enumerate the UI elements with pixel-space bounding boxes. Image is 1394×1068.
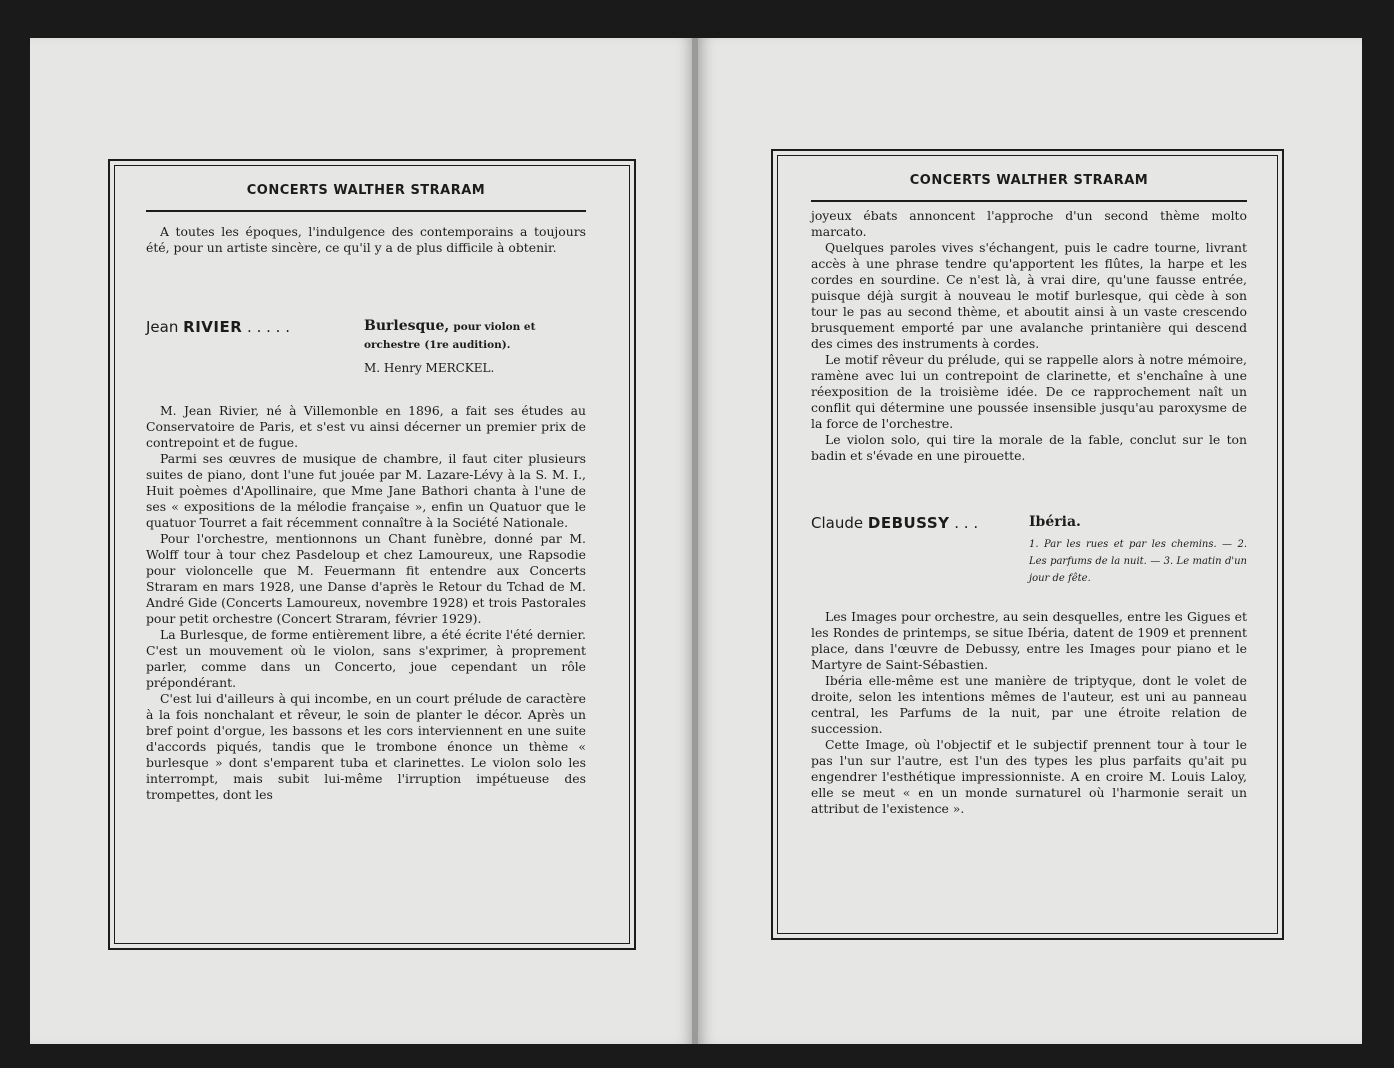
- left-page: [30, 38, 694, 1044]
- paragraph: Parmi ses œuvres de musique de chambre, il faut citer plusieurs suites de piano, dont l'une fut jouée par M. Lazare-Lévy à la S. M. I., Huit poèmes d'Apollinaire, que Mme Jane Bathori chanta à l'une de ses « expositions de la mélodie française », enfin un Quatuor que le quatuor Tourret a fait récemment connaître à la Société Nationale.: [146, 451, 586, 530]
- paragraph: Ibéria elle-même est une manière de triptyque, dont le volet de droite, selon les intentions mêmes de l'auteur, est uni au panneau central, les Parfums de la nuit, par une étroite relation de succession.: [811, 673, 1247, 736]
- right-page: [698, 38, 1362, 1044]
- paragraph: Cette Image, où l'objectif et le subjectif prennent tour à tour le pas l'un sur l'autre, est l'un des types les plus parfaits qu'ait pu engendrer l'esthétique impressionniste. A en croire M. Louis Laloy, elle se meut « en un monde surnaturel où l'harmonie serait un attribut de l'existence ».: [811, 737, 1247, 816]
- left-page-frame: [108, 159, 636, 950]
- paragraph: M. Jean Rivier, né à Villemonble en 1896, a fait ses études au Conservatoire de Paris, et s'est vu ainsi décerner un premier prix de contrepoint et de fugue.: [146, 403, 586, 450]
- composer-name: Claude DEBUSSY . . .: [811, 514, 979, 532]
- program-entry-rivier: [146, 318, 586, 377]
- page-header: CONCERTS WALTHER STRARAM: [246, 183, 486, 198]
- work-info: [1029, 514, 1081, 531]
- work-description: pour violon et orchestre: [364, 321, 536, 351]
- work-title: Burlesque,: [364, 318, 450, 334]
- work-title: Ibéria.: [1029, 514, 1081, 530]
- work-movements: 1. Par les rues et par les chemins. — 2. Les parfums de la nuit. — 3. Le matin d'un jour de fête.: [1029, 539, 1247, 584]
- header-rule: [146, 210, 586, 212]
- paragraph: Quelques paroles vives s'échangent, puis le cadre tourne, livrant accès à une phrase tendre qu'apportent les flûtes, la harpe et les cordes en sourdine. Ce n'est là, à vrai dire, qu'une fausse entrée, puisque déjà surgit à nouveau le motif burlesque, qui cède à son tour le pas au second thème, et aboutit ainsi à un vaste crescendo brusquement emporté par une avalanche printanière qui descend des cimes des instruments à cordes.: [811, 240, 1247, 351]
- intro-paragraph: A toutes les époques, l'indulgence des contemporains a toujours été, pour un artiste sincère, ce qu'il y a de plus difficile à obtenir.: [146, 224, 586, 255]
- page-header: CONCERTS WALTHER STRARAM: [909, 173, 1149, 188]
- program-entry-debussy: [811, 514, 1247, 532]
- right-page-frame: [771, 149, 1284, 940]
- paragraph: Le violon solo, qui tire la morale de la fable, conclut sur le ton badin et s'évade en une pirouette.: [811, 432, 1247, 463]
- paragraph: Pour l'orchestre, mentionnons un Chant funèbre, donné par M. Wolff tour à tour chez Pasdeloup et chez Lamoureux, une Rapsodie pour violoncelle que M. Feuermann fit entendre aux Concerts Straram en mars 1928, une Danse d'après le Retour du Tchad de M. André Gide (Concerts Lamoureux, novembre 1928) et trois Pastorales pour petit orchestre (Concert Straram, février 1929).: [146, 531, 587, 626]
- work-audition: (1re audition).: [424, 339, 511, 351]
- debussy-notes: [811, 609, 1247, 817]
- paragraph: C'est lui d'ailleurs à qui incombe, en un court prélude de caractère à la fois nonchalant et rêveur, le soin de planter le décor. Après un bref point d'orgue, les bassons et les cors interviennent en une suite d'accords piqués, tandis que le trombone énonce un thème « burlesque » dont s'emparent tuba et clarinettes. Le violon solo les interrompt, mais subit lui-même l'irruption impétueuse des trompettes, dont les: [146, 691, 586, 802]
- paragraph: joyeux ébats annoncent l'approche d'un second thème molto marcato.: [811, 208, 1247, 239]
- composer-name: Jean RIVIER . . . . .: [146, 318, 290, 336]
- paragraph: Les Images pour orchestre, au sein desquelles, entre les Gigues et les Rondes de printemps, se situe Ibéria, datent de 1909 et prennent place, dans l'œuvre de Debussy, entre les Images pour piano et le Martyre de Saint-Sébastien.: [811, 609, 1247, 672]
- header-rule: [811, 200, 1247, 202]
- rivier-notes-continued: [811, 208, 1247, 464]
- rivier-notes: [146, 403, 586, 803]
- work-info: [364, 318, 586, 377]
- performer: M. Henry MERCKEL.: [364, 361, 495, 375]
- paragraph: La Burlesque, de forme entièrement libre, a été écrite l'été dernier. C'est un mouvement où le violon, sans s'exprimer, à proprement parler, comme dans un Concerto, joue cependant un rôle prépondérant.: [146, 627, 586, 690]
- paragraph: Le motif rêveur du prélude, qui se rappelle alors à notre mémoire, ramène avec lui un contrepoint de clarinette, et s'enchaîne à une réexposition de la troisième idée. De ce rapprochement naît un conflit qui détermine une poussée insensible jusqu'au paroxysme de la force de l'orchestre.: [811, 352, 1247, 431]
